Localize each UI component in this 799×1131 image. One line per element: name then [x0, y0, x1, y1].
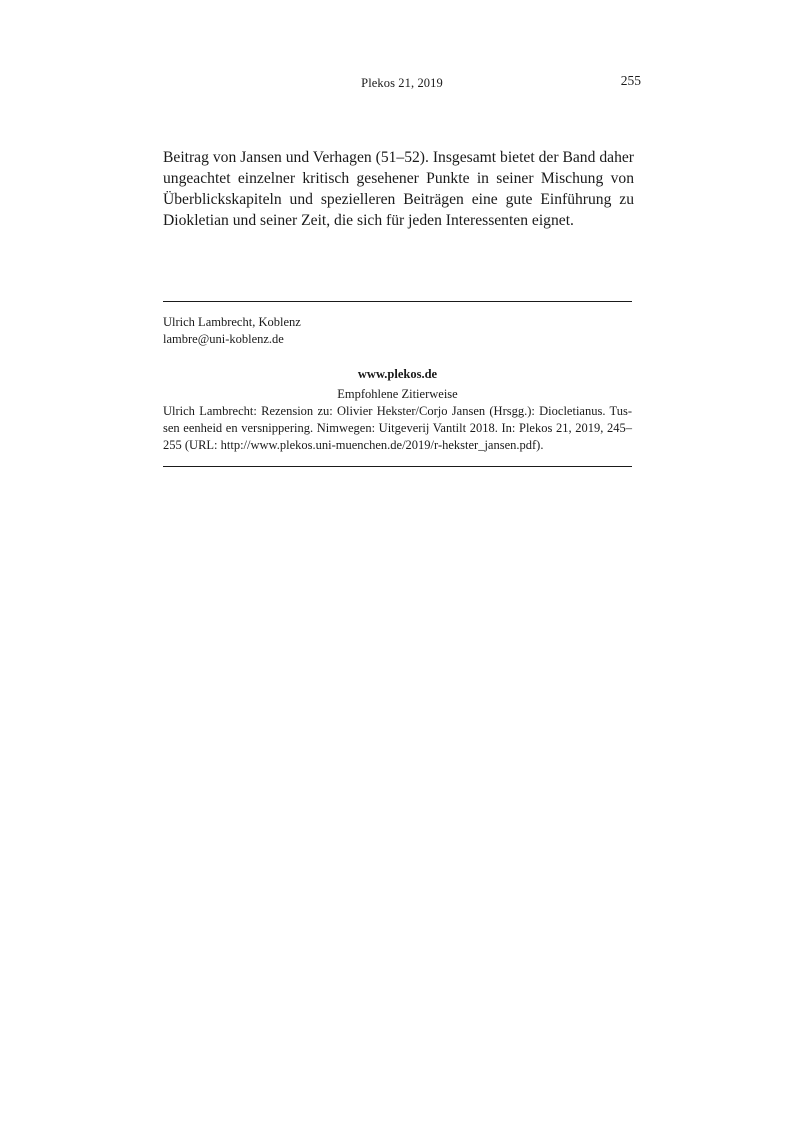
review-paragraph: Beitrag von Jansen und Verhagen (51–52). Insgesamt bietet der Band daher ungeachtet einzelner kritisch gesehener Punkte in seiner Mischung von Überblickskapiteln und spezielleren Beiträgen eine gute Einführung zu Diokletian und seiner Zeit, die sich für jeden Interessenten eignet. — [163, 149, 634, 229]
author-name: Ulrich Lambrecht, Koblenz — [163, 315, 301, 329]
page-number: 255 — [620, 73, 641, 88]
site-link[interactable]: www.plekos.de — [357, 367, 438, 381]
citation-heading: Empfohlene Zitierweise — [337, 387, 458, 401]
page-header — [163, 73, 641, 93]
author-email[interactable]: lambre@uni-koblenz.de — [163, 332, 284, 346]
citation-text: Ulrich Lambrecht: Rezension zu: Olivier Hekster/Corjo Jansen (Hrsgg.): Diocletianus. Tussen eenheid en versnippering. Nimwegen: Uitgeverij Vantilt 2018. In: Plekos 21, 2019, 245–255 (URL: http://www.plekos.uni-muenchen.de/2019/r-hekster_jansen.pdf). — [163, 404, 632, 452]
divider-top — [163, 301, 632, 302]
author-block — [163, 314, 301, 348]
running-head: Plekos 21, 2019 — [361, 76, 443, 90]
divider-bottom — [163, 466, 632, 467]
